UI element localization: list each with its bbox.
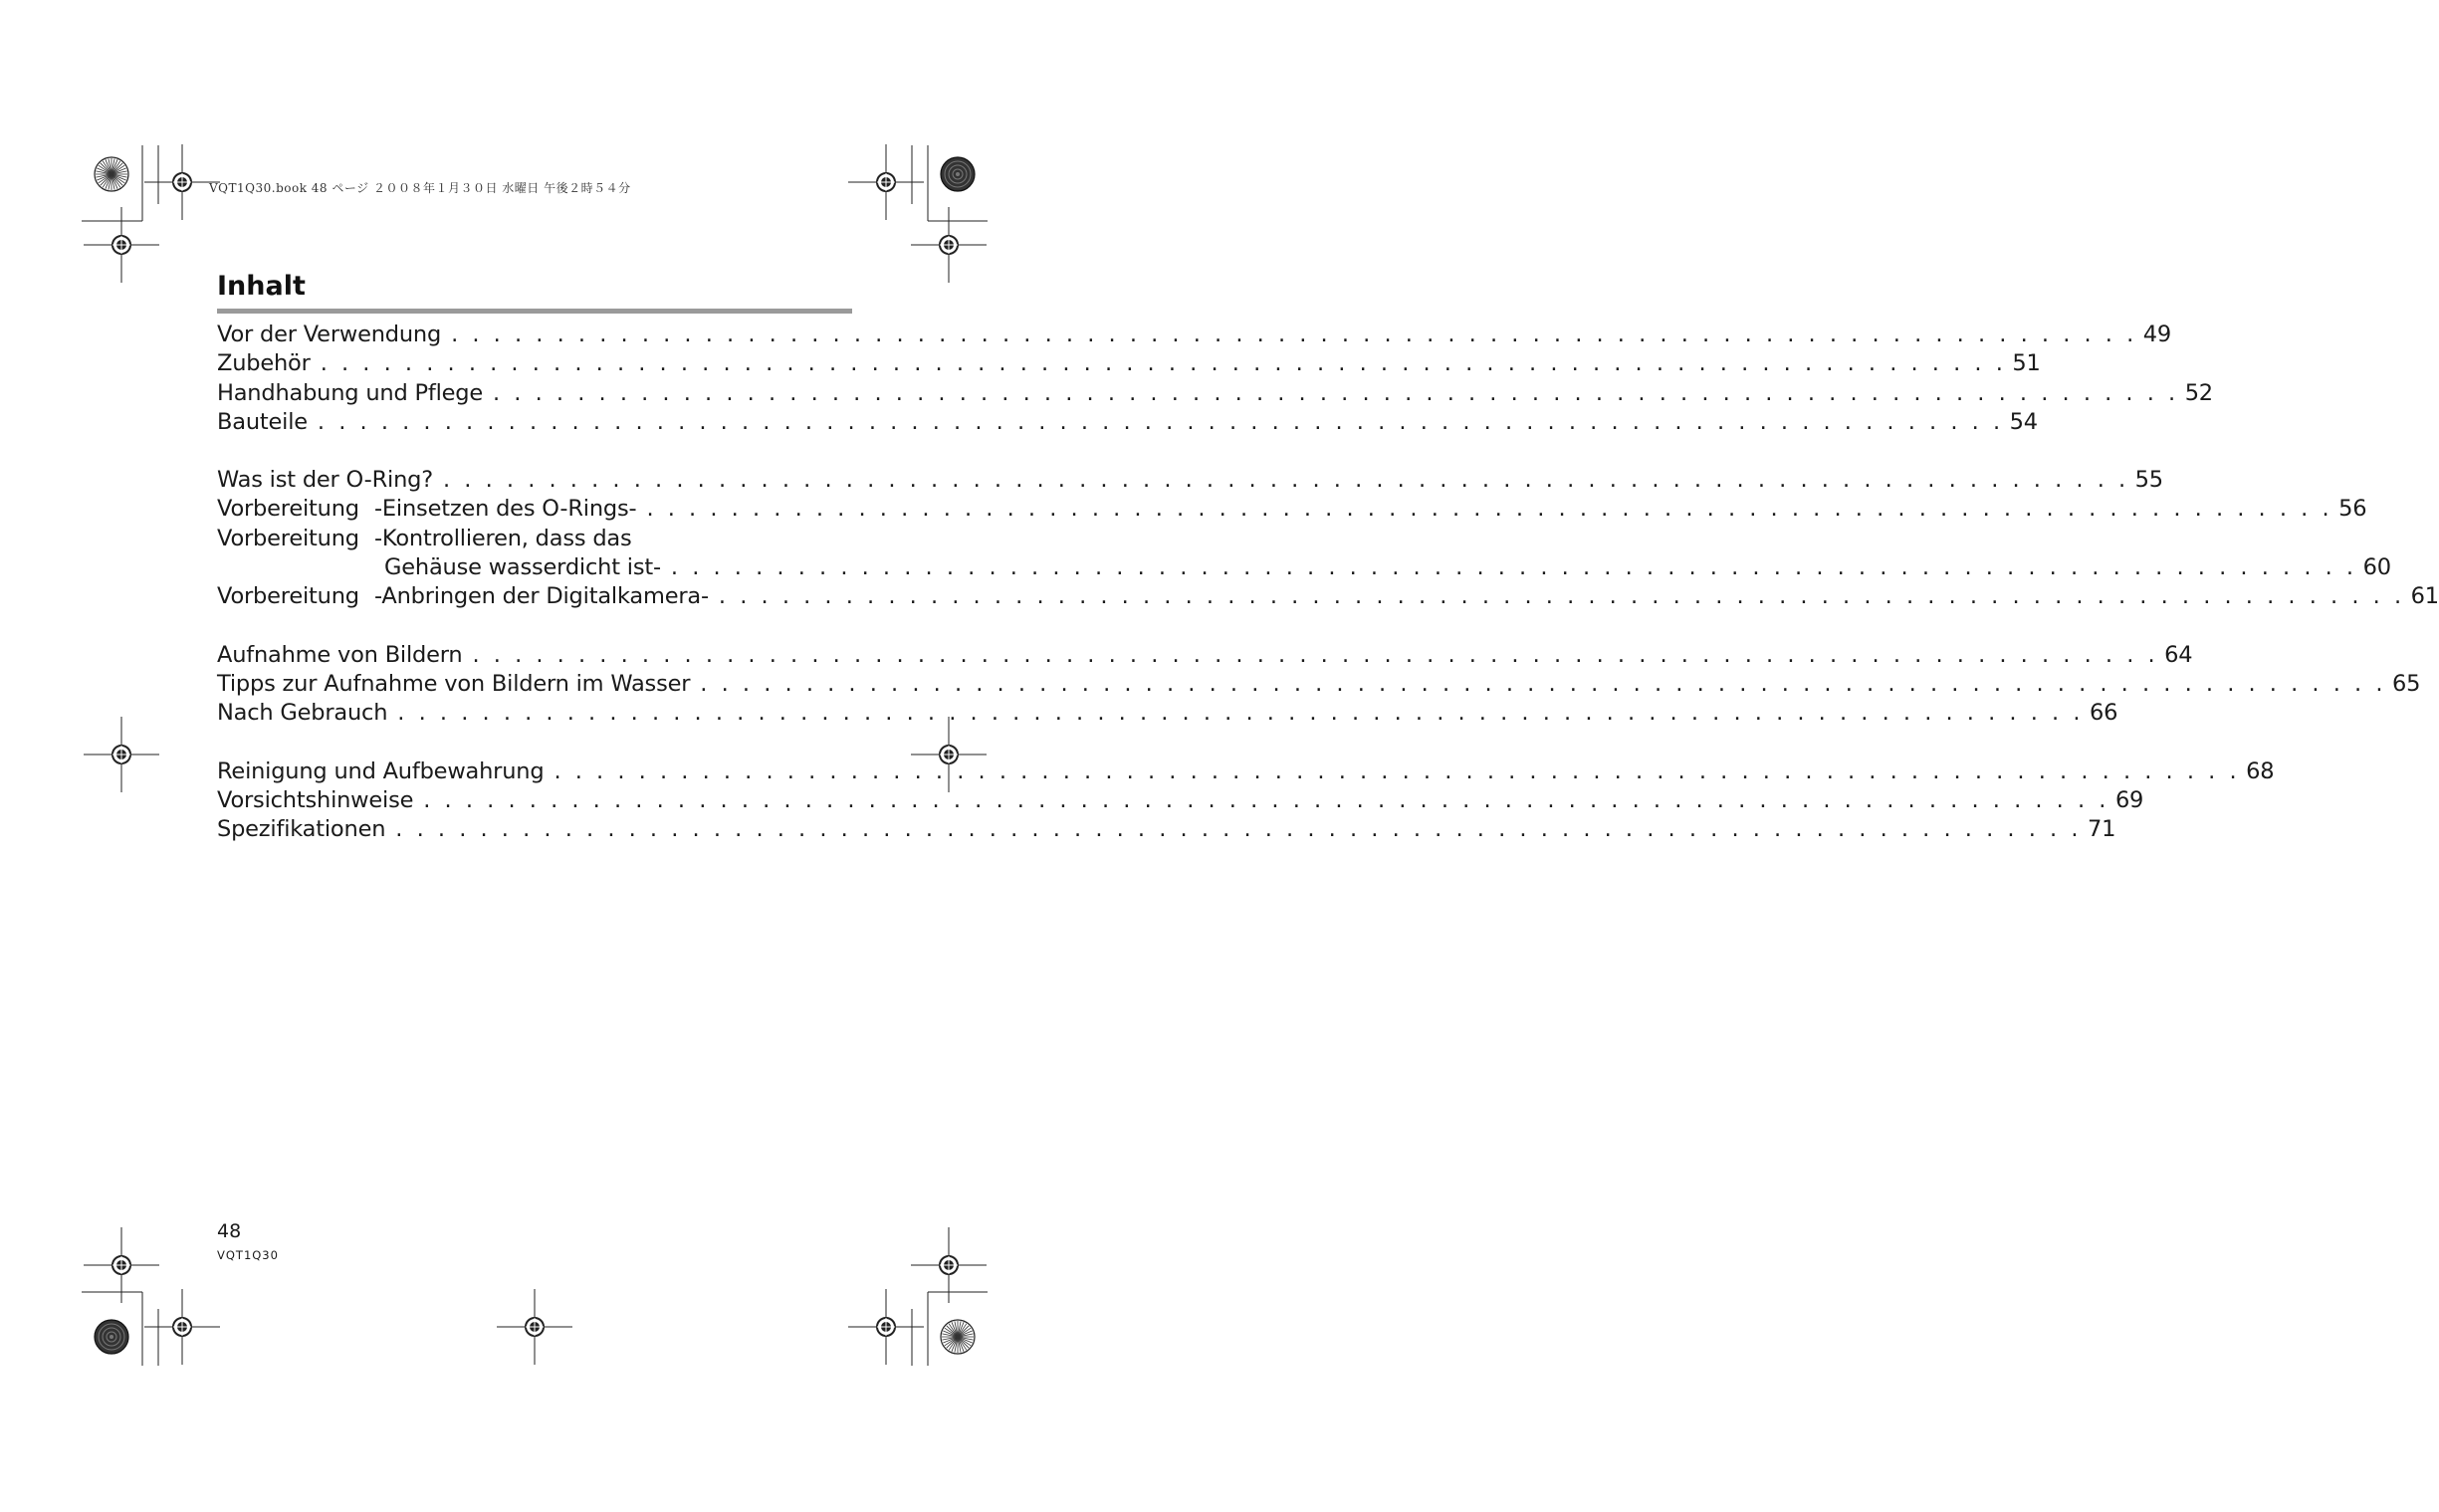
leader-dots: . . . . . . . . . . . . . . . . . . . . . . . . . . . . . . . . . . . . . . . . . . . . . . . . . . . . . . . . . . . . . . . . . . . . . . . . . . . . . . . . [554,757,2241,784]
toc-entry-label: Handhabung und Pflege [217,379,483,406]
toc-entry-label [217,582,709,611]
toc-entry[interactable] [217,670,2421,699]
leader-dots: . . . . . . . . . . . . . . . . . . . . . . . . . . . . . . . . . . . . . . . . . . . . . . . . . . . . . . . . . . . . . . . . . . . . . . . . . . . . . . . . [472,641,2159,668]
toc-entry-page: 56 [2338,496,2367,523]
toc-entry-label: Reinigung und Aufbewahrung [217,757,545,784]
toc-entry-label [217,525,632,553]
leader-dots: . . . . . . . . . . . . . . . . . . . . . . . . . . . . . . . . . . . . . . . . . . . . . . . . . . . . . . . . . . . . . . . . . . . . . . . . . . . . . . . . [397,700,2084,727]
toc-entry-label: Bauteile [217,408,308,435]
toc-entry-subtitle: -Einsetzen des O-Rings- [374,496,637,523]
table-of-contents [217,321,2439,873]
toc-entry-section: Vorbereitung [217,496,359,523]
toc-group [217,466,2439,611]
leader-dots: . . . . . . . . . . . . . . . . . . . . . . . . . . . . . . . . . . . . . . . . . . . . . . . . . . . . . . . . . . . . . . . . . . . . . . . . . . . . . . . . [317,408,2004,435]
toc-entry-label: Tipps zur Aufnahme von Bildern im Wasser [217,670,691,697]
toc-entry-subtitle: -Anbringen der Digitalkamera- [374,583,709,610]
toc-entry-page: 64 [2164,641,2193,668]
toc-group [217,757,2275,845]
toc-entry-label: Nach Gebrauch [217,700,388,727]
leader-dots: . . . . . . . . . . . . . . . . . . . . . . . . . . . . . . . . . . . . . . . . . . . . . . . . . . . . . . . . . . . . . . . . . . . . . . . . . . . . . . . . [718,583,2405,610]
toc-entry-subtitle: Gehäuse wasserdicht ist- [384,554,661,581]
leader-dots: . . . . . . . . . . . . . . . . . . . . . . . . . . . . . . . . . . . . . . . . . . . . . . . . . . . . . . . . . . . . . . . . . . . . . . . . . . . . . . . . [320,350,2007,377]
toc-entry-label: Was ist der O-Ring? [217,467,433,494]
toc-entry[interactable] [217,466,2163,495]
toc-entry-page: 65 [2391,670,2421,697]
leader-dots: . . . . . . . . . . . . . . . . . . . . . . . . . . . . . . . . . . . . . . . . . . . . . . . . . . . . . . . . . . . . . . . . . . . . . . . . . . . . . . . . [423,786,2109,813]
toc-entry[interactable] [217,582,2439,611]
toc-entry-page: 61 [2410,583,2439,610]
toc-entry-label: Vor der Verwendung [217,322,442,347]
toc-entry-page: 52 [2184,379,2213,406]
toc-entry-page: 49 [2142,322,2171,347]
toc-entry-label: Aufnahme von Bildern [217,641,463,668]
leader-dots: . . . . . . . . . . . . . . . . . . . . . . . . . . . . . . . . . . . . . . . . . . . . . . . . . . . . . . . . . . . . . . . . . . . . . . . . . . . . . . . . [442,467,2129,494]
toc-entry[interactable] [217,349,2041,378]
toc-entry-page: 55 [2134,467,2163,494]
toc-entry-continuation[interactable] [217,553,2391,582]
toc-entry-label: Vorsichtshinweise [217,786,414,813]
toc-entry-page: 54 [2009,408,2038,435]
toc-entry-label [217,495,636,524]
toc-entry[interactable] [217,757,2275,786]
toc-entry-label: Spezifikationen [217,816,386,843]
page-title: Inhalt [217,271,306,302]
toc-entry-subtitle: -Kontrollieren, dass das [374,525,632,551]
toc-entry-section: Vorbereitung [217,525,359,551]
leader-dots: . . . . . . . . . . . . . . . . . . . . . . . . . . . . . . . . . . . . . . . . . . . . . . . . . . . . . . . . . . . . . . . . . . . . . . . . . . . . . . . . [700,670,2386,697]
leader-dots: . . . . . . . . . . . . . . . . . . . . . . . . . . . . . . . . . . . . . . . . . . . . . . . . . . . . . . . . . . . . . . . . . . . . . . . . . . . . . . . . [670,554,2357,581]
toc-entry[interactable] [217,525,852,553]
leader-dots: . . . . . . . . . . . . . . . . . . . . . . . . . . . . . . . . . . . . . . . . . . . . . . . . . . . . . . . . . . . . . . . . . . . . . . . . . . . . . . . . [646,496,2333,523]
page-number: 48 [217,1220,242,1242]
toc-entry-page: 60 [2362,554,2391,581]
print-header: VQT1Q30.book 48 ページ ２００８年１月３０日 水曜日 午後２時５４分 [209,181,631,195]
toc-entry[interactable] [217,641,2193,670]
toc-entry-page: 68 [2246,757,2275,784]
toc-entry[interactable] [217,408,2038,437]
document-code: VQT1Q30 [217,1248,279,1262]
toc-entry-page: 66 [2089,700,2118,727]
toc-entry[interactable] [217,786,2144,815]
toc-entry[interactable] [217,815,2116,844]
toc-entry-page: 71 [2087,816,2116,843]
toc-entry-page: 69 [2114,786,2144,813]
toc-entry[interactable] [217,379,2213,408]
leader-dots: . . . . . . . . . . . . . . . . . . . . . . . . . . . . . . . . . . . . . . . . . . . . . . . . . . . . . . . . . . . . . . . . . . . . . . . . . . . . . . . . [451,322,2137,347]
leader-dots: . . . . . . . . . . . . . . . . . . . . . . . . . . . . . . . . . . . . . . . . . . . . . . . . . . . . . . . . . . . . . . . . . . . . . . . . . . . . . . . . [493,379,2179,406]
toc-entry-section: Vorbereitung [217,583,359,610]
toc-group [217,321,2213,437]
leader-dots: . . . . . . . . . . . . . . . . . . . . . . . . . . . . . . . . . . . . . . . . . . . . . . . . . . . . . . . . . . . . . . . . . . . . . . . . . . . . . . . . [395,816,2082,843]
toc-entry-page: 51 [2012,350,2041,377]
title-rule [217,309,852,314]
toc-group [217,641,2421,729]
toc-entry-label: Zubehör [217,350,311,377]
toc-entry[interactable] [217,321,2171,349]
toc-entry[interactable] [217,699,2118,728]
toc-entry[interactable] [217,495,2367,524]
